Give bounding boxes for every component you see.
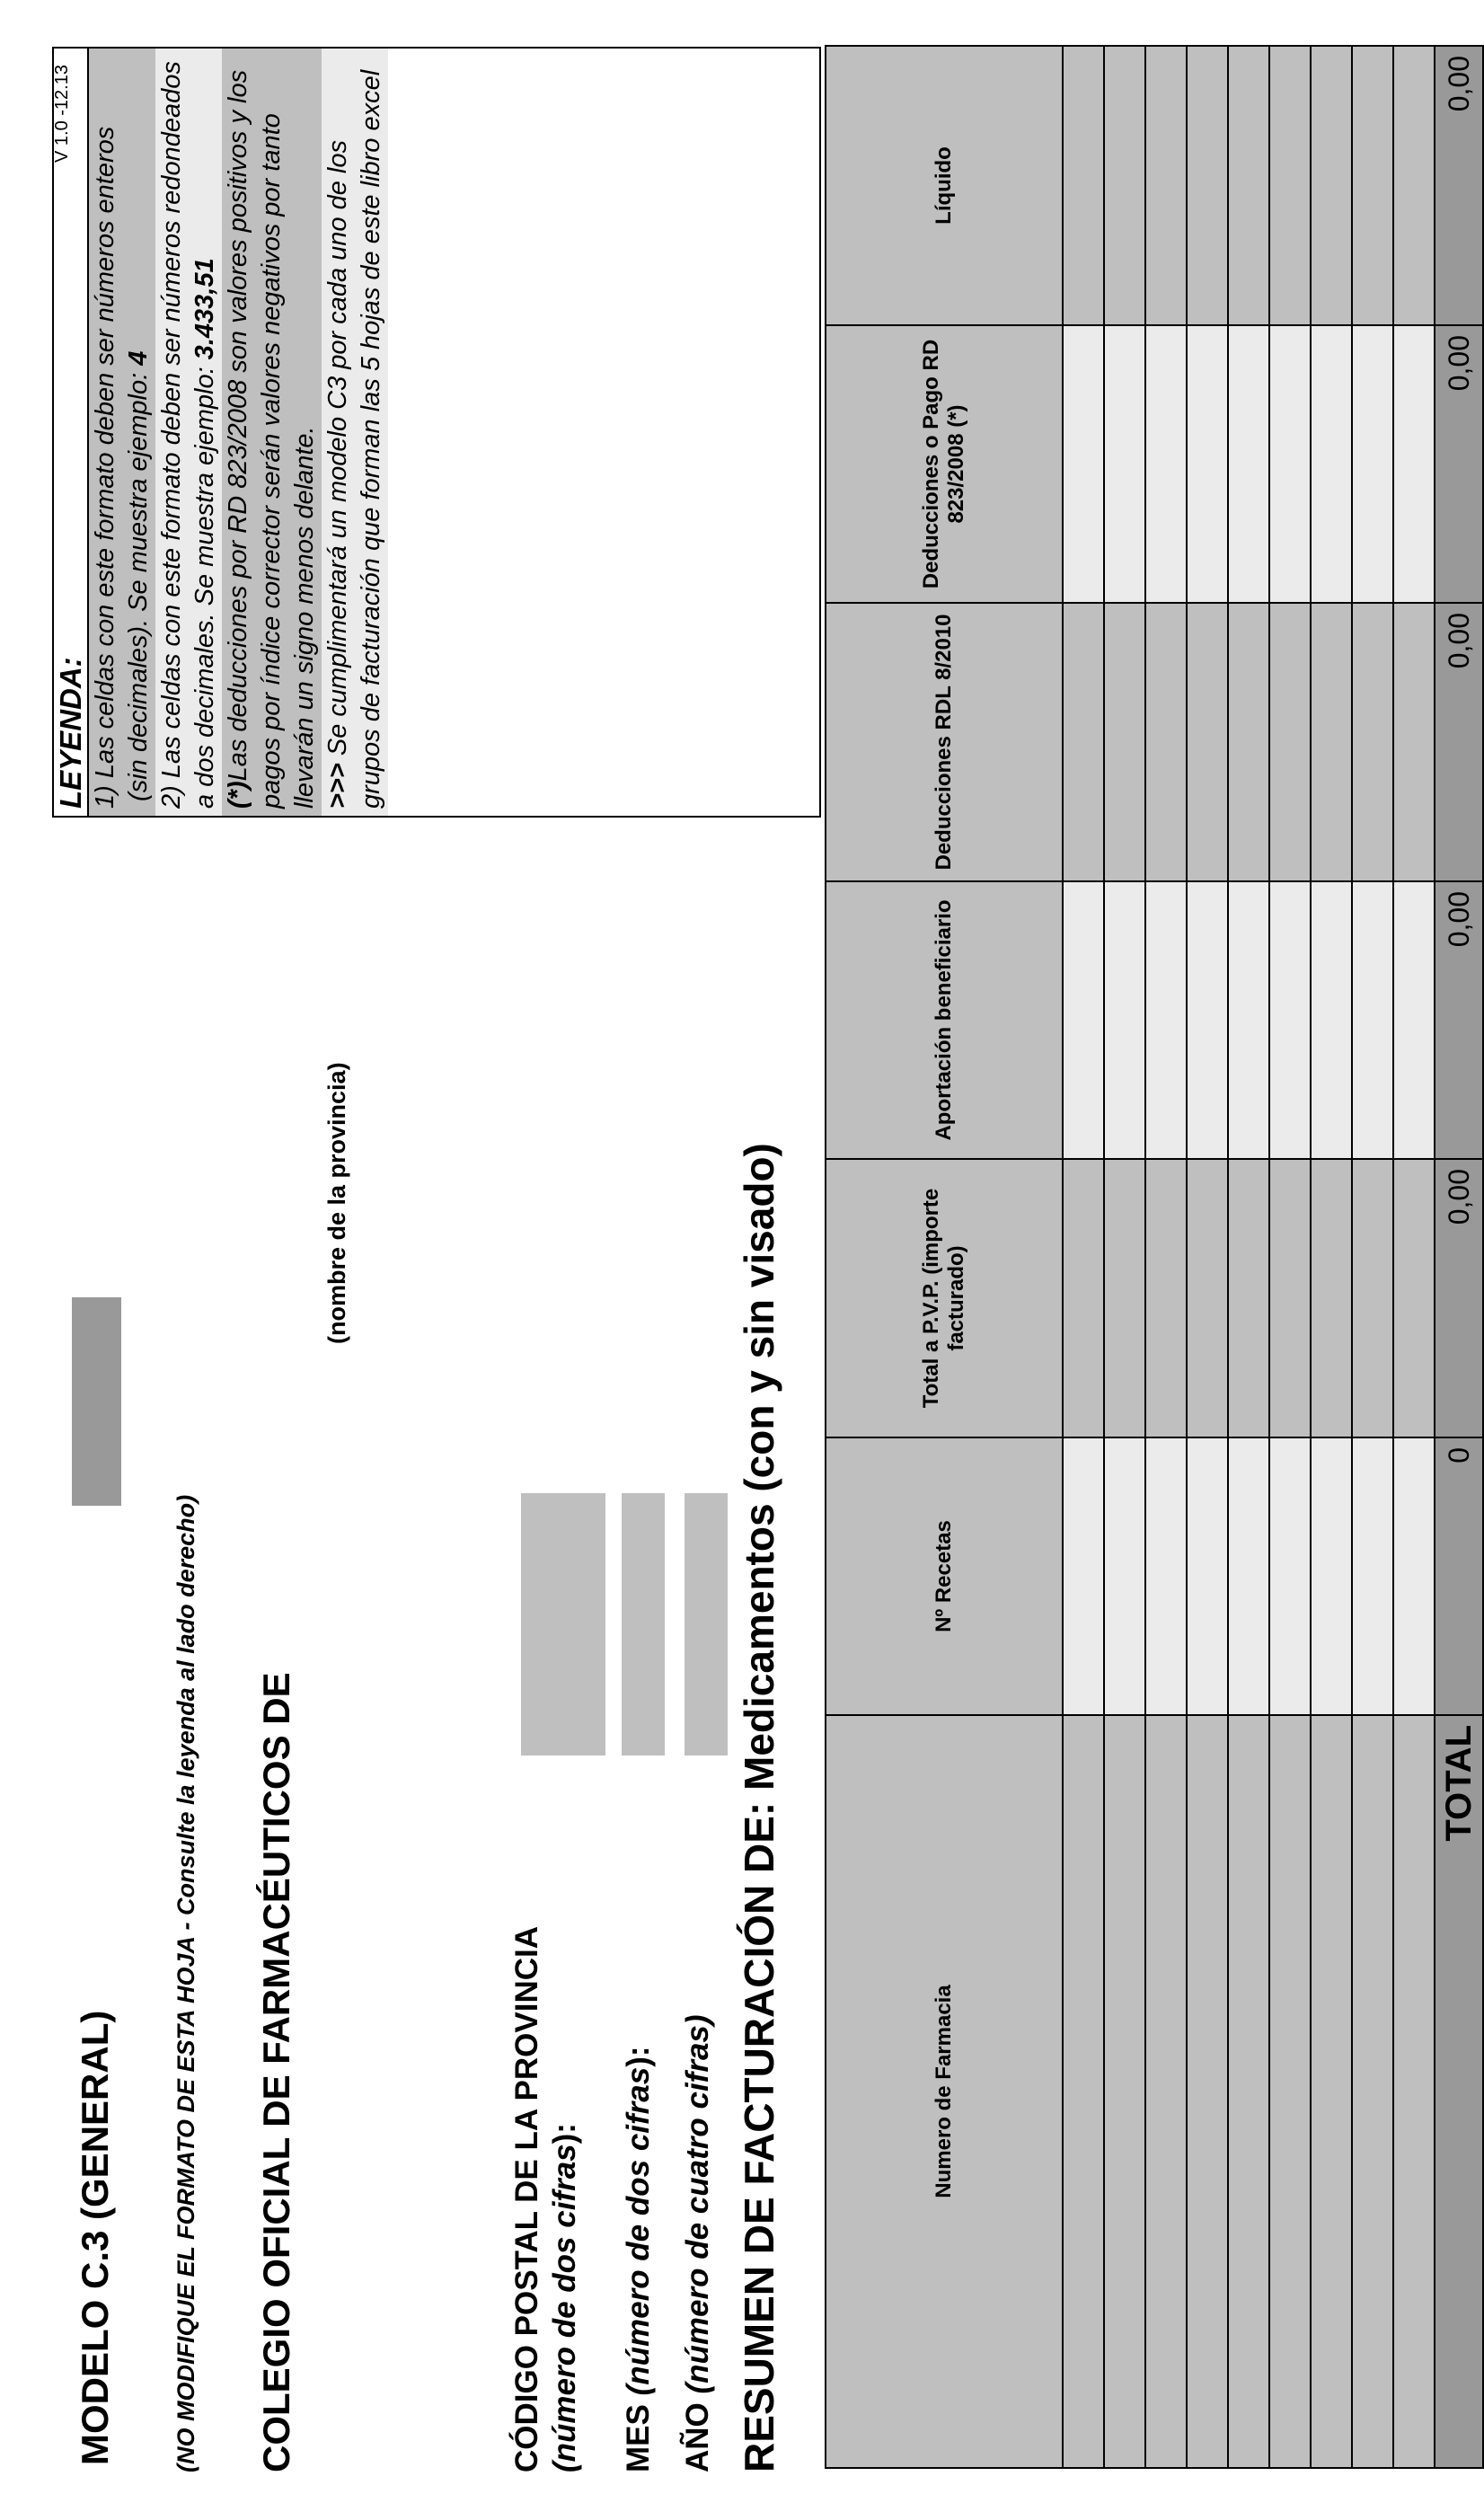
table-row xyxy=(1104,46,1145,2468)
pharmacy-number-cell[interactable] xyxy=(1187,1715,1228,2468)
beneficiary-contribution-cell[interactable] xyxy=(1104,881,1145,1159)
deductions-rd-cell[interactable] xyxy=(1063,325,1104,603)
legend-item-decimals-text: 2) Las celdas con este formato deben ser números redondeados a dos decimales. Se muestra ejemplo: xyxy=(157,61,219,809)
legend-title: LEYENDA: xyxy=(54,657,87,809)
column-header-net: Líquido xyxy=(826,46,1063,325)
table-row xyxy=(1063,46,1104,2468)
pharmacy-number-cell[interactable] xyxy=(1228,1715,1269,2468)
net-cell[interactable] xyxy=(1393,46,1435,325)
total-deductions-rd: 0,00 xyxy=(1435,325,1483,603)
deductions-rd-cell[interactable] xyxy=(1228,325,1269,603)
month-label-main: MES xyxy=(621,2395,656,2472)
month-label-hint: (número de dos cifras xyxy=(621,2066,656,2396)
deductions-rdl-cell[interactable] xyxy=(1228,603,1269,881)
summary-title: RESUMEN DE FACTURACIÓN DE: Medicamentos (con y sin visado) xyxy=(736,1143,782,2472)
version-label: V 1.0 -12.13 xyxy=(52,65,72,163)
postal-code-input[interactable] xyxy=(521,1493,605,1756)
legend-item-deductions xyxy=(222,49,322,816)
net-cell[interactable] xyxy=(1352,46,1393,325)
net-cell[interactable] xyxy=(1145,46,1187,325)
total-deductions-rdl: 0,00 xyxy=(1435,603,1483,881)
table-body xyxy=(1063,46,1435,2468)
beneficiary-contribution-cell[interactable] xyxy=(1311,881,1352,1159)
table-row xyxy=(1187,46,1228,2468)
table-row xyxy=(1228,46,1269,2468)
column-header-deductions-rdl: Deducciones RDL 8/2010 xyxy=(826,603,1063,881)
deductions-rd-cell[interactable] xyxy=(1187,325,1228,603)
year-label-main: AÑO xyxy=(680,2393,715,2472)
total-net: 0,00 xyxy=(1435,46,1483,325)
column-header-prescriptions: Nº Recetas xyxy=(826,1437,1063,1715)
total-pvp-cell[interactable] xyxy=(1269,1159,1311,1437)
province-hint: (nombre de la provincia) xyxy=(323,1062,350,1344)
deductions-rd-cell[interactable] xyxy=(1145,325,1187,603)
prescriptions-cell[interactable] xyxy=(1145,1437,1187,1715)
total-row xyxy=(1435,46,1483,2468)
prescriptions-cell[interactable] xyxy=(1104,1437,1145,1715)
pharmacy-number-cell[interactable] xyxy=(1104,1715,1145,2468)
total-pvp-cell[interactable] xyxy=(1145,1159,1187,1437)
legend-item-integers xyxy=(87,49,155,816)
beneficiary-contribution-cell[interactable] xyxy=(1145,881,1187,1159)
deductions-rd-cell[interactable] xyxy=(1352,325,1393,603)
net-cell[interactable] xyxy=(1063,46,1104,325)
legend-arrow-marker: >>> xyxy=(323,763,352,809)
total-pvp-cell[interactable] xyxy=(1311,1159,1352,1437)
net-cell[interactable] xyxy=(1311,46,1352,325)
deductions-rd-cell[interactable] xyxy=(1393,325,1435,603)
net-cell[interactable] xyxy=(1269,46,1311,325)
postal-code-label-suffix: ): xyxy=(547,2123,582,2145)
month-input[interactable] xyxy=(622,1493,665,1756)
total-pvp-cell[interactable] xyxy=(1352,1159,1393,1437)
legend-deductions-marker: (*) xyxy=(224,781,252,809)
table-header-row xyxy=(826,46,1063,2468)
model-title: MODELO C.3 (GENERAL) xyxy=(74,2010,116,2465)
pharmacy-number-cell[interactable] xyxy=(1269,1715,1311,2468)
legend-item-deductions-text: Las deducciones por RD 823/2008 son valores positivos y los pagos por índice corrector serán valores negativos por tanto llevarán un signo menos delante. xyxy=(224,69,319,809)
pharmacy-number-cell[interactable] xyxy=(1352,1715,1393,2468)
column-header-total-pvp: Total a P.V.P. (importe facturado) xyxy=(826,1159,1063,1437)
legend-item-decimals xyxy=(155,49,222,816)
deductions-rdl-cell[interactable] xyxy=(1145,603,1187,881)
prescriptions-cell[interactable] xyxy=(1187,1437,1228,1715)
table-row xyxy=(1269,46,1311,2468)
deductions-rd-cell[interactable] xyxy=(1104,325,1145,603)
total-pvp-cell[interactable] xyxy=(1104,1159,1145,1437)
legend-decimal-example: 3.433,51 xyxy=(190,258,219,360)
table-row xyxy=(1145,46,1187,2468)
legend-integer-example: 4 xyxy=(124,350,153,366)
total-pvp-cell[interactable] xyxy=(1187,1159,1228,1437)
prescriptions-cell[interactable] xyxy=(1311,1437,1352,1715)
legend-box xyxy=(52,47,821,818)
pharmacy-number-cell[interactable] xyxy=(1063,1715,1104,2468)
table-row xyxy=(1393,46,1435,2468)
month-label-suffix: ): xyxy=(621,2046,656,2067)
postal-code-label xyxy=(508,1790,584,2472)
beneficiary-contribution-cell[interactable] xyxy=(1228,881,1269,1159)
prescriptions-cell[interactable] xyxy=(1393,1437,1435,1715)
prescriptions-cell[interactable] xyxy=(1269,1437,1311,1715)
pharmacy-number-cell[interactable] xyxy=(1311,1715,1352,2468)
net-cell[interactable] xyxy=(1104,46,1145,325)
postal-code-label-hint: (número de dos cifras xyxy=(547,2144,582,2472)
legend-item-integers-text: 1) Las celdas con este formato deben ser números enteros xyxy=(91,126,119,809)
column-header-beneficiary-contribution: Aportación beneficiario xyxy=(826,881,1063,1159)
beneficiary-contribution-cell[interactable] xyxy=(1063,881,1104,1159)
beneficiary-contribution-cell[interactable] xyxy=(1269,881,1311,1159)
beneficiary-contribution-cell[interactable] xyxy=(1352,881,1393,1159)
college-heading: COLEGIO OFICIAL DE FARMACÉUTICOS DE xyxy=(255,1672,297,2472)
legend-item-model-c3-text: Se cumplimentará un modelo C3 por cada uno de los grupos de facturación que forman las 5 hojas de este libro excel xyxy=(323,69,385,809)
deductions-rdl-cell[interactable] xyxy=(1352,603,1393,881)
table-row xyxy=(1311,46,1352,2468)
year-input[interactable] xyxy=(685,1493,728,1756)
year-label-hint: (número de cuatro cifras) xyxy=(680,2014,715,2394)
prescriptions-cell[interactable] xyxy=(1063,1437,1104,1715)
net-cell[interactable] xyxy=(1228,46,1269,325)
billing-summary-table xyxy=(825,45,1484,2469)
deductions-rdl-cell[interactable] xyxy=(1311,603,1352,881)
format-warning: (NO MODIFIQUE EL FORMATO DE ESTA HOJA - Consulte la leyenda al lado derecho) xyxy=(172,1494,199,2472)
pharmacy-number-cell[interactable] xyxy=(1145,1715,1187,2468)
total-label: TOTAL xyxy=(1435,1715,1483,2468)
column-header-pharmacy-number: Numero de Farmacia xyxy=(826,1715,1063,2468)
total-beneficiary-contribution: 0,00 xyxy=(1435,881,1483,1159)
postal-code-label-main: CÓDIGO POSTAL DE LA PROVINCIA xyxy=(509,1925,544,2472)
deductions-rd-cell[interactable] xyxy=(1269,325,1311,603)
total-pvp-cell[interactable] xyxy=(1228,1159,1269,1437)
deductions-rdl-cell[interactable] xyxy=(1269,603,1311,881)
month-label xyxy=(620,2046,658,2472)
year-label xyxy=(679,2014,717,2472)
legend-item-model-c3 xyxy=(322,49,388,816)
deductions-rdl-cell[interactable] xyxy=(1393,603,1435,881)
prescriptions-cell[interactable] xyxy=(1352,1437,1393,1715)
beneficiary-contribution-cell[interactable] xyxy=(1187,881,1228,1159)
deductions-rdl-cell[interactable] xyxy=(1187,603,1228,881)
table-row xyxy=(1352,46,1393,2468)
column-header-deductions-rd: Deducciones o Pago RD 823/2008 (*) xyxy=(826,325,1063,603)
total-prescriptions: 0 xyxy=(1435,1437,1483,1715)
total-pvp-cell[interactable] xyxy=(1063,1159,1104,1437)
deductions-rdl-cell[interactable] xyxy=(1104,603,1145,881)
total-pvp-cell[interactable] xyxy=(1393,1159,1435,1437)
legend-item-integers-text-2: (sin decimales). Se muestra ejemplo: xyxy=(124,365,153,801)
prescriptions-cell[interactable] xyxy=(1228,1437,1269,1715)
total-pvp: 0,00 xyxy=(1435,1159,1483,1437)
net-cell[interactable] xyxy=(1187,46,1228,325)
deductions-rdl-cell[interactable] xyxy=(1063,603,1104,881)
beneficiary-contribution-cell[interactable] xyxy=(1393,881,1435,1159)
pharmacy-number-cell[interactable] xyxy=(1393,1715,1435,2468)
deductions-rd-cell[interactable] xyxy=(1311,325,1352,603)
